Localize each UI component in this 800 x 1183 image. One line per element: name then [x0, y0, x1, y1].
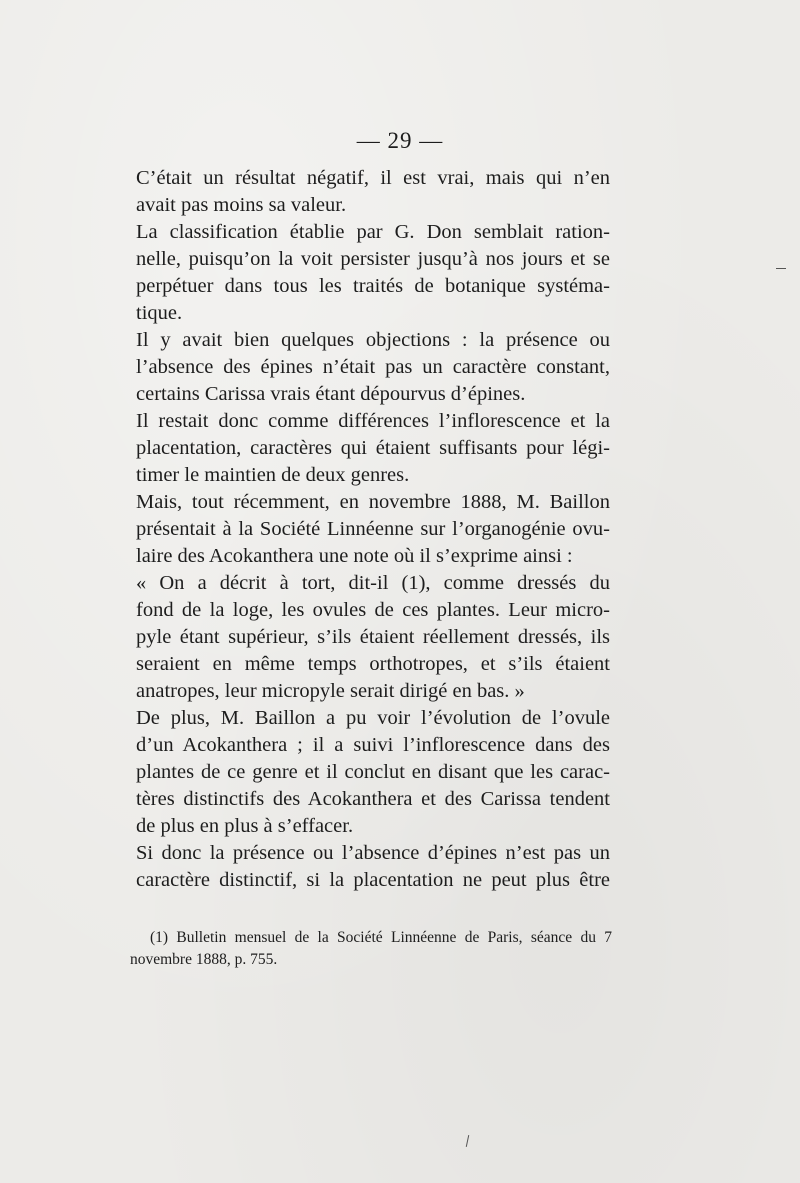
text-line: perpétuer dans tous les traités de botanique systéma- — [136, 275, 610, 297]
text-line: Il restait donc comme différences l’inflorescence et la — [136, 410, 610, 432]
text-line: C’était un résultat négatif, il est vrai, mais qui n’en — [136, 167, 610, 189]
text-line: nelle, puisqu’on la voit persister jusqu’à nos jours et se — [136, 248, 610, 270]
text-line: plantes de ce genre et il conclut en disant que les carac- — [136, 761, 610, 783]
text-line: timer le maintien de deux genres. — [136, 464, 410, 486]
text-line: caractère distinctif, si la placentation ne peut plus être — [136, 869, 610, 891]
footnote — [130, 927, 612, 971]
text-line: certains Carissa vrais étant dépourvus d’épines. — [136, 383, 526, 405]
text-line: seraient en même temps orthotropes, et s’ils étaient — [136, 653, 610, 675]
text-line: tique. — [136, 302, 183, 324]
text-line: avait pas moins sa valeur. — [136, 194, 347, 216]
text-line: l’absence des épines n’était pas un caractère constant, — [136, 356, 610, 378]
text-line: tères distinctifs des Acokanthera et des Carissa tendent — [136, 788, 610, 810]
margin-mark — [466, 1135, 469, 1147]
text-line: fond de la loge, les ovules de ces plantes. Leur micro- — [136, 599, 610, 621]
footnote-line: novembre 1888, p. 755. — [130, 951, 278, 968]
footnote-line: (1) Bulletin mensuel de la Société Linnéenne de Paris, séance du 7 — [150, 929, 612, 946]
text-line: pyle étant supérieur, s’ils étaient réellement dressés, ils — [136, 626, 610, 648]
text-line: Il y avait bien quelques objections : la présence ou — [136, 329, 610, 351]
text-line: présentait à la Société Linnéenne sur l’organogénie ovu- — [136, 518, 610, 540]
text-line: Mais, tout récemment, en novembre 1888, M. Baillon — [136, 491, 610, 513]
text-line: « On a décrit à tort, dit-il (1), comme dressés du — [136, 572, 610, 594]
body-text — [136, 165, 610, 894]
text-line: De plus, M. Baillon a pu voir l’évolution de l’ovule — [136, 707, 610, 729]
text-line: de plus en plus à s’effacer. — [136, 815, 354, 837]
text-line: La classification établie par G. Don semblait ration- — [136, 221, 610, 243]
text-line: placentation, caractères qui étaient suffisants pour légi- — [136, 437, 610, 459]
text-line: anatropes, leur micropyle serait dirigé en bas. » — [136, 680, 525, 702]
page-number: — 29 — — [356, 128, 444, 153]
margin-mark — [776, 268, 786, 269]
text-line: Si donc la présence ou l’absence d’épines n’est pas un — [136, 842, 610, 864]
text-line: d’un Acokanthera ; il a suivi l’inflorescence dans des — [136, 734, 610, 756]
text-line: laire des Acokanthera une note où il s’exprime ainsi : — [136, 545, 573, 567]
